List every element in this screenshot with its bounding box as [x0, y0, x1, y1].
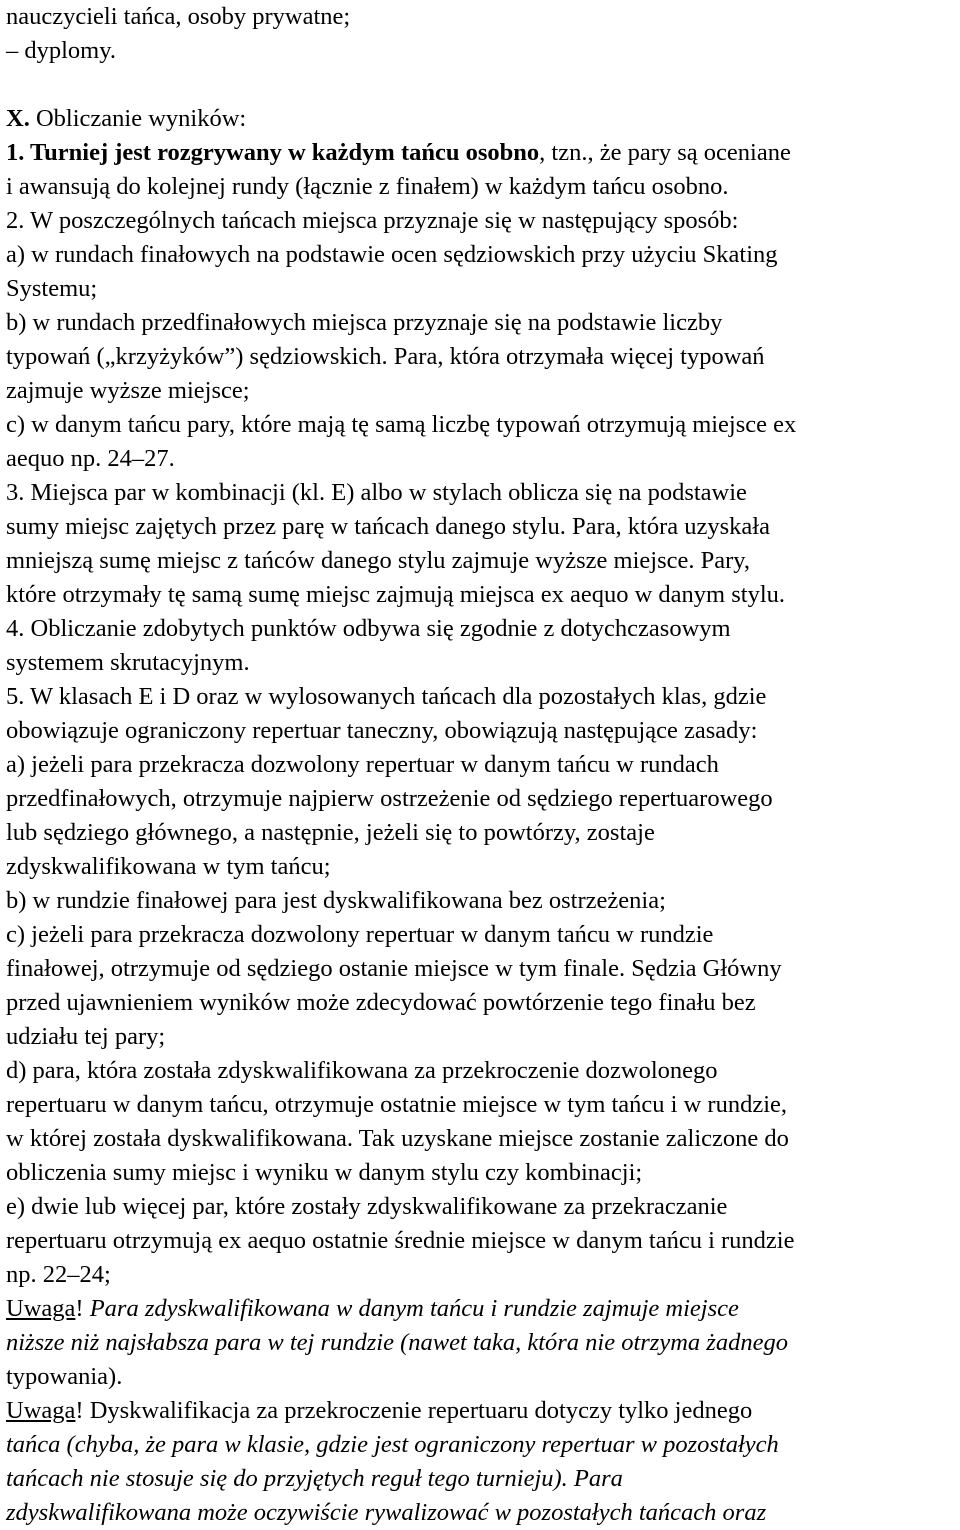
text-line: b) w rundzie finałowej para jest dyskwalifikowana bez ostrzeżenia;: [6, 887, 666, 914]
text-line: i awansują do kolejnej rundy (łącznie z finałem) w każdym tańcu osobno.: [6, 173, 729, 200]
text-line: systemem skrutacyjnym.: [6, 649, 250, 676]
note-1-text-line-2: niższe niż najsłabsza para w tej rundzie (nawet taka, która nie otrzyma żadnego: [6, 1329, 788, 1356]
text-line: a) jeżeli para przekracza dozwolony repertuar w danym tańcu w rundach: [6, 751, 719, 778]
note-2: [6, 1394, 956, 1530]
document-body: [6, 0, 956, 1292]
text-line: typowań („krzyżyków”) sędziowskich. Para, która otrzymała więcej typowań: [6, 343, 765, 370]
text-line: [6, 102, 956, 136]
text-line: przed ujawnieniem wyników może zdecydować powtórzenie tego finału bez: [6, 989, 756, 1016]
text-line: c) jeżeli para przekracza dozwolony repertuar w danym tańcu w rundzie: [6, 921, 714, 948]
text-line: lub sędziego głównego, a następnie, jeżeli się to powtórzy, zostaje: [6, 819, 655, 846]
text-line: repertuaru otrzymują ex aequo ostatnie średnie miejsce w danym tańcu i rundzie: [6, 1227, 795, 1254]
text-line: 2. W poszczególnych tańcach miejsca przyznaje się w następujący sposób:: [6, 207, 739, 234]
note-1-label: Uwaga: [6, 1295, 76, 1322]
text-line: c) w danym tańcu pary, które mają tę samą liczbę typowań otrzymują miejsce ex: [6, 411, 797, 438]
note-2-mark: !: [75, 1397, 84, 1424]
text-line: sumy miejsc zajętych przez parę w tańcach danego stylu. Para, która uzyskała: [6, 513, 770, 540]
note-1-text-line-1: Para zdyskwalifikowana w danym tańcu i rundzie zajmuje miejsce: [83, 1295, 739, 1322]
text-line: b) w rundach przedfinałowych miejsca przyznaje się na podstawie liczby: [6, 309, 723, 336]
section-number: X.: [6, 105, 30, 132]
text-line: udziału tej pary;: [6, 1023, 166, 1050]
text-line: repertuaru w danym tańcu, otrzymuje ostatnie miejsce w tym tańcu i w rundzie,: [6, 1091, 788, 1118]
note-1-mark: !: [75, 1295, 84, 1322]
note-2-text-line-2: tańca (chyba, że para w klasie, gdzie jest ograniczony repertuar w pozostałych: [6, 1431, 779, 1458]
section-title: Obliczanie wyników:: [29, 105, 247, 132]
text-line: finałowej, otrzymuje od sędziego ostanie miejsce w tym finale. Sędzia Główny: [6, 955, 782, 982]
text-line: obliczenia sumy miejsc i wyniku w danym stylu czy kombinacji;: [6, 1159, 643, 1186]
note-2-text-line-3: tańcach nie stosuje się do przyjętych reguł tego turnieju). Para: [6, 1465, 623, 1492]
text-line: zajmuje wyższe miejsce;: [6, 377, 250, 404]
text-line: zdyskwalifikowana w tym tańcu;: [6, 853, 331, 880]
text-line: obowiązuje ograniczony repertuar taneczny, obowiązują następujące zasady:: [6, 717, 758, 744]
text-line: nauczycieli tańca, osoby prywatne;: [6, 3, 351, 30]
blank-line: [6, 68, 956, 102]
text-line: mniejszą sumę miejsc z tańców danego stylu zajmuje wyższe miejsce. Pary,: [6, 547, 751, 574]
note-1: [6, 1292, 956, 1394]
text-line: aequo np. 24–27.: [6, 445, 175, 472]
text-line: przedfinałowych, otrzymuje najpierw ostrzeżenie od sędziego repertuarowego: [6, 785, 773, 812]
text-line: 3. Miejsca par w kombinacji (kl. E) albo w stylach oblicza się na podstawie: [6, 479, 747, 506]
text-line: d) para, która została zdyskwalifikowana za przekroczenie dozwolonego: [6, 1057, 718, 1084]
note-2-text-line-1: Dyskwalifikacja za przekroczenie repertuaru dotyczy tylko jednego: [83, 1397, 753, 1424]
text-line: – dyplomy.: [6, 37, 117, 64]
text-line: a) w rundach finałowych na podstawie ocen sędziowskich przy użyciu Skating: [6, 241, 778, 268]
emphasis-text: 1. Turniej jest rozgrywany w każdym tańcu osobno: [6, 139, 540, 166]
text-line: np. 22–24;: [6, 1261, 111, 1288]
text-remainder: , tzn., że pary są oceniane: [539, 139, 791, 166]
text-line: 5. W klasach E i D oraz w wylosowanych tańcach dla pozostałych klas, gdzie: [6, 683, 767, 710]
text-line: w której została dyskwalifikowana. Tak uzyskane miejsce zostanie zaliczone do: [6, 1125, 789, 1152]
document-page: [6, 0, 956, 1530]
note-2-text-line-4: zdyskwalifikowana może oczywiście rywalizować w pozostałych tańcach oraz: [6, 1499, 767, 1526]
text-line: 4. Obliczanie zdobytych punktów odbywa się zgodnie z dotychczasowym: [6, 615, 731, 642]
note-2-label: Uwaga: [6, 1397, 76, 1424]
text-line: które otrzymały tę samą sumę miejsc zajmują miejsca ex aequo w danym stylu.: [6, 581, 785, 608]
text-line: Systemu;: [6, 275, 98, 302]
text-line: [6, 136, 956, 170]
text-line: e) dwie lub więcej par, które zostały zdyskwalifikowane za przekraczanie: [6, 1193, 728, 1220]
note-1-text-line-3: typowania).: [6, 1363, 123, 1390]
